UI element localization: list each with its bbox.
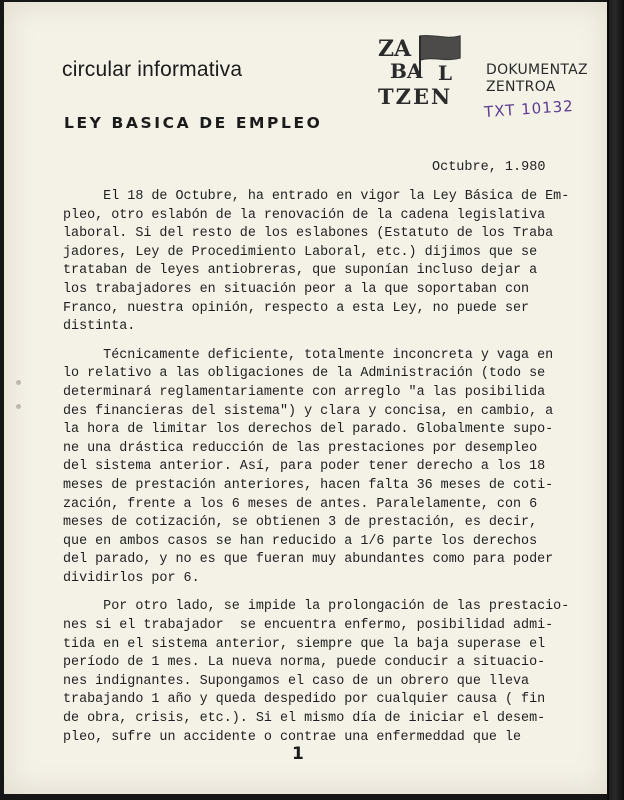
text-line: laboral. Si del resto de los eslabones (Estatuto de los Traba xyxy=(63,226,554,242)
archive-logo-stamp xyxy=(376,32,484,112)
archive-stamp-text xyxy=(486,62,588,96)
paragraph-gap xyxy=(63,337,563,347)
text-line: Por otro lado, se impide la prolongación de las prestacio- xyxy=(63,599,570,615)
paragraph xyxy=(63,598,570,747)
scan-border xyxy=(609,0,624,800)
text-line: dividirlos por 6. xyxy=(63,570,200,586)
text-line: nes indignantes. Supongamos el caso de un obrero que lleva xyxy=(63,673,530,689)
text-line: meses de cotización, se obtienen 3 de prestación, es decir, xyxy=(63,515,538,531)
page-number: 1 xyxy=(292,744,304,764)
logo-letters-ba: BA xyxy=(390,59,423,83)
text-line: del parado, y no es que fueran muy abundantes como para poder xyxy=(63,552,554,568)
text-line: distinta. xyxy=(63,319,136,335)
text-line: meses de prestación anteriores, hacen falta 36 meses de coti- xyxy=(63,477,554,493)
text-line: pleo, sufre un accidente o contrae una enfermeddad que le xyxy=(63,729,522,745)
text-line: período de 1 mes. La nueva norma, puede conducir a situacio- xyxy=(63,655,546,671)
paragraph-gap xyxy=(63,588,563,598)
text-line: Técnicamente deficiente, totalmente inconcreta y vaga en xyxy=(63,347,554,363)
text-line: El 18 de Octubre, ha entrado en vigor la Ley Básica de Em- xyxy=(63,189,570,204)
paragraph xyxy=(63,347,563,589)
text-line: determinará reglamentariamente con arreglo "a las posibilida xyxy=(63,384,546,400)
text-line: tida en el sistema anterior, siempre que la baja superase el xyxy=(63,636,546,652)
punch-hole-mark xyxy=(16,404,21,409)
text-line: jadores, Ley de Procedimiento Laboral, etc.) dijimos que se xyxy=(63,244,538,260)
text-line: trataban de leyes antiobreras, que suponían incluso dejar a xyxy=(63,263,538,279)
text-line: ne una drástica reducción de las prestaciones por desempleo xyxy=(63,440,538,456)
text-line: de obra, crisis, etc.). Si el mismo día de iniciar el desem- xyxy=(63,711,546,727)
text-line: la hora de limitar los derechos del parado. Globalmente supo- xyxy=(63,422,554,438)
text-line: des financieras del sistema") y clara y concisa, en cambio, a xyxy=(63,403,554,419)
document-date: Octubre, 1.980 xyxy=(432,160,546,175)
logo-letters-l: L xyxy=(438,61,453,85)
stamp-line-2: ZENTROA xyxy=(486,79,556,95)
logo-letters-tzen: TZEN xyxy=(378,84,453,109)
text-line: Franco, nuestra opinión, respecto a esta Ley, no puede ser xyxy=(63,300,530,316)
body-text xyxy=(63,188,570,747)
text-line: nes si el trabajador se encuentra enfermo, posibilidad admi- xyxy=(63,618,554,634)
text-line: los trabajadores en situación peor a la que soportaban con xyxy=(63,281,530,297)
text-line: lo relativo a las obligaciones de la Administración (todo se xyxy=(63,366,546,382)
logo-letters-za: ZA xyxy=(378,36,412,62)
text-line: zación, frente a los 6 meses de antes. Paralelamente, con 6 xyxy=(63,496,538,512)
text-line: que en ambos casos se han reducido a 1/6 parte los derechos xyxy=(63,533,538,549)
document-title: LEY BASICA DE EMPLEO xyxy=(64,114,323,132)
text-line: del sistema anterior. Así, para poder tener derecho a los 18 xyxy=(63,459,546,475)
text-line: pleo, otro eslabón de la renovación de la cadena legislativa xyxy=(63,207,546,223)
stamp-line-1: DOKUMENTAZ xyxy=(486,62,588,78)
paragraph xyxy=(63,188,570,337)
document-heading: circular informativa xyxy=(62,58,243,81)
text-line: trabajando 1 año y queda despedido por cualquier causa ( fin xyxy=(63,692,546,708)
punch-hole-mark xyxy=(16,380,21,385)
archive-code: TXT 10132 xyxy=(483,96,575,122)
